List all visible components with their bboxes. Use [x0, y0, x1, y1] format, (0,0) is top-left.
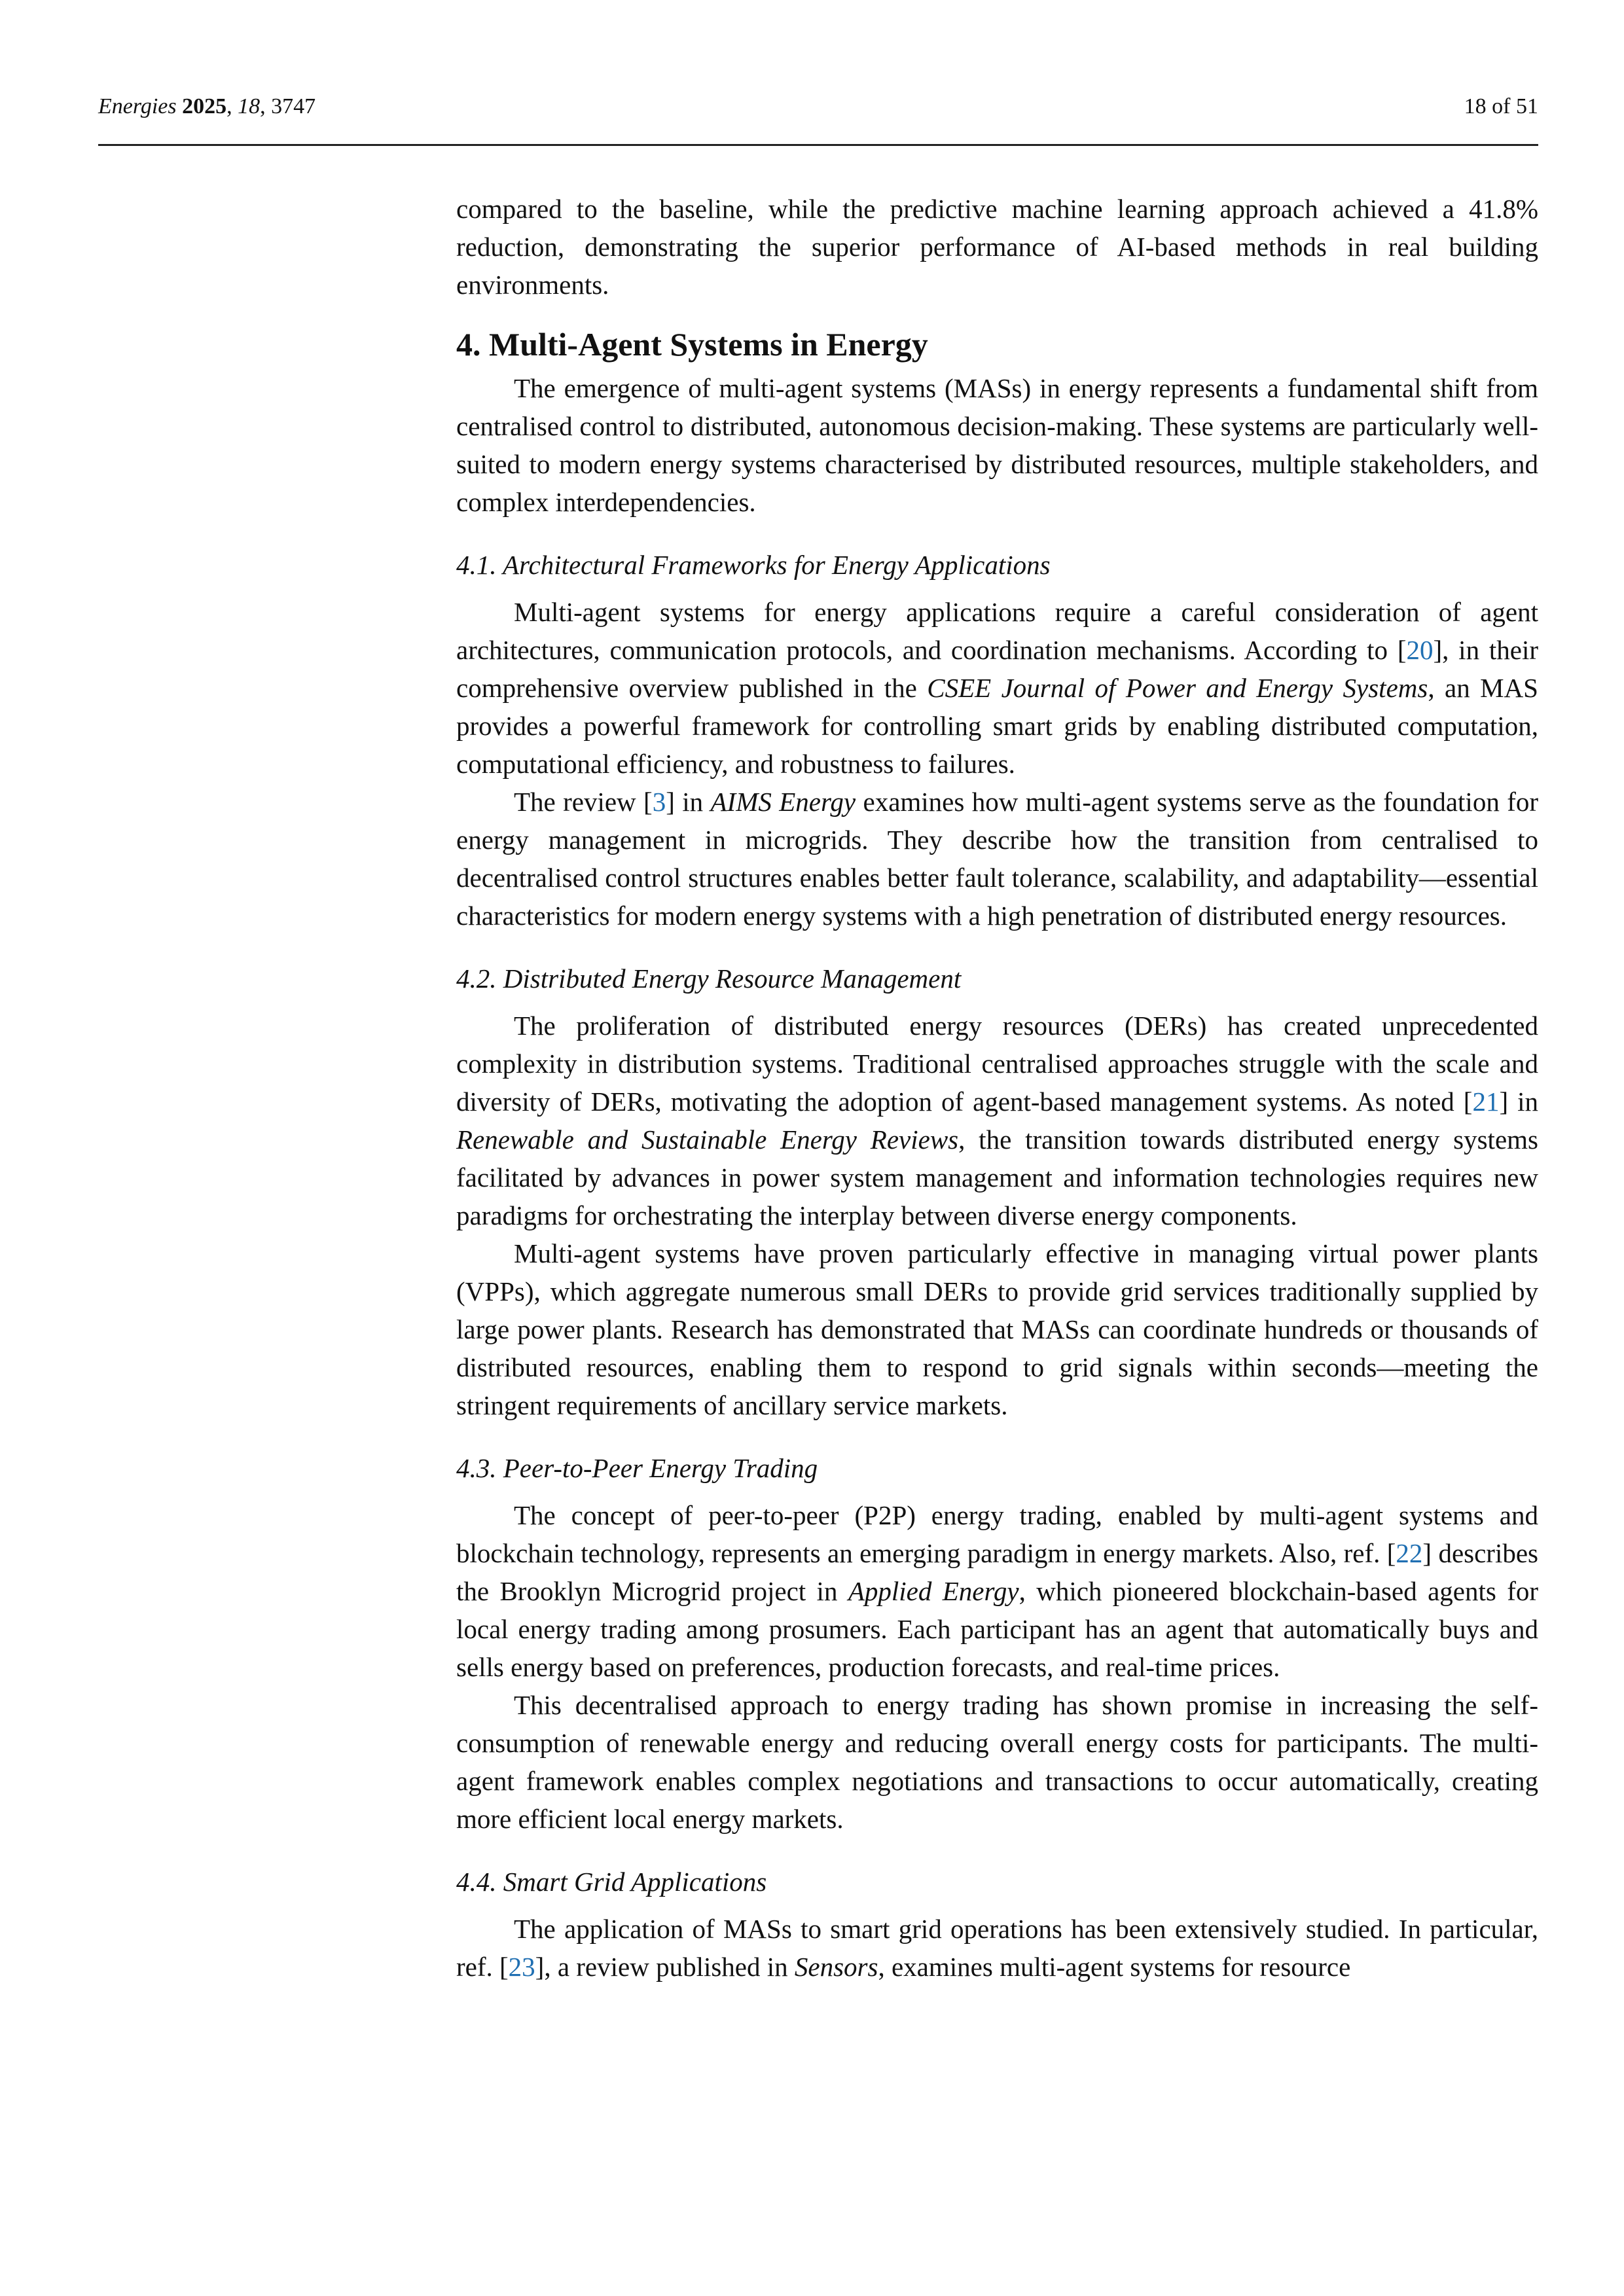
- journal-citation: Energies 2025, 18, 3747: [98, 94, 316, 118]
- article-number: 3747: [271, 94, 316, 118]
- text-run: The proliferation of distributed energy resources (DERs) has created unprecedented complexity in distribution systems. Traditional centralised approaches struggle with the scale and diversity of DERs, motivating the adoption of agent-based management systems. As noted [: [456, 1011, 1538, 1117]
- section-heading-4: 4. Multi-Agent Systems in Energy: [456, 326, 928, 363]
- text-run: ] in: [666, 787, 711, 817]
- subsection-heading-4-3: 4.3. Peer-to-Peer Energy Trading: [456, 1453, 818, 1483]
- paragraph-4-3-b: This decentralised approach to energy trading has shown promise in increasing the self-consumption of renewable energy and reducing overall energy costs for participants. The multi-agent framework enables complex negotiations and transactions to occur automatically, creating more efficient local energy markets.: [456, 1690, 1538, 1834]
- subsection-heading-4-4: 4.4. Smart Grid Applications: [456, 1867, 767, 1897]
- text-run: ] in: [1499, 1086, 1538, 1117]
- text-run: ], in their comprehensive overview published in the: [456, 635, 1538, 703]
- text-run: The review [: [514, 787, 653, 817]
- citation-link-3[interactable]: 3: [652, 787, 666, 817]
- text-run: , an MAS provides a powerful framework for controlling smart grids by enabling distributed computation, computational efficiency, and robustness to failures.: [456, 673, 1538, 779]
- journal-title: Sensors: [794, 1952, 878, 1982]
- text-run: , which pioneered blockchain-based agents for local energy trading among prosumers. Each participant has an agent that automatically buys and sells energy based on preferences, production forecasts, and real-time prices.: [456, 1576, 1538, 1682]
- text-run: The concept of peer-to-peer (P2P) energy trading, enabled by multi-agent systems and blockchain technology, represents an emerging paradigm in energy markets. Also, ref. [: [456, 1500, 1538, 1568]
- article-body: [456, 190, 1538, 1986]
- text-run: The application of MASs to smart grid operations has been extensively studied. In particular, ref. [: [456, 1914, 1538, 1982]
- journal-volume: 18: [238, 94, 261, 118]
- journal-title: Applied Energy: [848, 1576, 1019, 1606]
- paragraph-4-1-b: [456, 783, 1538, 935]
- paragraph-4-intro: The emergence of multi-agent systems (MASs) in energy represents a fundamental shift from centralised control to distributed, autonomous decision-making. These systems are particularly well-suited to modern energy systems characterised by distributed resources, multiple stakeholders, and complex interdependencies.: [456, 373, 1538, 517]
- text-run: , examines multi-agent systems for resource: [878, 1952, 1351, 1982]
- journal-name: Energies: [98, 94, 177, 118]
- text-run: , the transition towards distributed energy systems facilitated by advances in power system management and information technologies requires new paradigms for orchestrating the interplay between diverse energy components.: [456, 1124, 1538, 1230]
- paragraph-continuation: compared to the baseline, while the predictive machine learning approach achieved a 41.8% reduction, demonstrating the superior performance of AI-based methods in real building environments.: [456, 194, 1538, 300]
- citation-link-22[interactable]: 22: [1396, 1538, 1423, 1568]
- paragraph-4-3-a: [456, 1496, 1538, 1686]
- citation-link-20[interactable]: 20: [1406, 635, 1434, 665]
- page-header: [98, 92, 1538, 146]
- journal-title: AIMS Energy: [710, 787, 856, 817]
- paragraph-4-2-a: [456, 1007, 1538, 1234]
- journal-year: 2025: [182, 94, 227, 118]
- text-run: ], a review published in: [535, 1952, 795, 1982]
- subsection-heading-4-2: 4.2. Distributed Energy Resource Management: [456, 963, 962, 994]
- journal-title: CSEE Journal of Power and Energy Systems: [927, 673, 1428, 703]
- text-run: Multi-agent systems for energy applications require a careful consideration of agent architectures, communication protocols, and coordination mechanisms. According to [: [456, 597, 1538, 665]
- text-run: examines how multi-agent systems serve as the foundation for energy management in microgrids. They describe how the transition from centralised to decentralised control structures enables better fault tolerance, scalability, and adaptability—essential characteristics for modern energy systems with a high penetration of distributed energy resources.: [456, 787, 1538, 931]
- text-run: ] describes the Brooklyn Microgrid project in: [456, 1538, 1538, 1606]
- paragraph-4-4-a: [456, 1910, 1538, 1986]
- citation-link-23[interactable]: 23: [508, 1952, 535, 1982]
- citation-link-21[interactable]: 21: [1472, 1086, 1500, 1117]
- subsection-heading-4-1: 4.1. Architectural Frameworks for Energy Applications: [456, 550, 1051, 580]
- journal-title: Renewable and Sustainable Energy Reviews: [456, 1124, 959, 1155]
- paragraph-4-2-b: Multi-agent systems have proven particularly effective in managing virtual power plants (VPPs), which aggregate numerous small DERs to provide grid services traditionally supplied by large power plants. Research has demonstrated that MASs can coordinate hundreds or thousands of distributed resources, enabling them to respond to grid signals within seconds—meeting the stringent requirements of ancillary service markets.: [456, 1238, 1538, 1420]
- paragraph-4-1-a: [456, 593, 1538, 783]
- page-number: 18 of 51: [1464, 94, 1538, 118]
